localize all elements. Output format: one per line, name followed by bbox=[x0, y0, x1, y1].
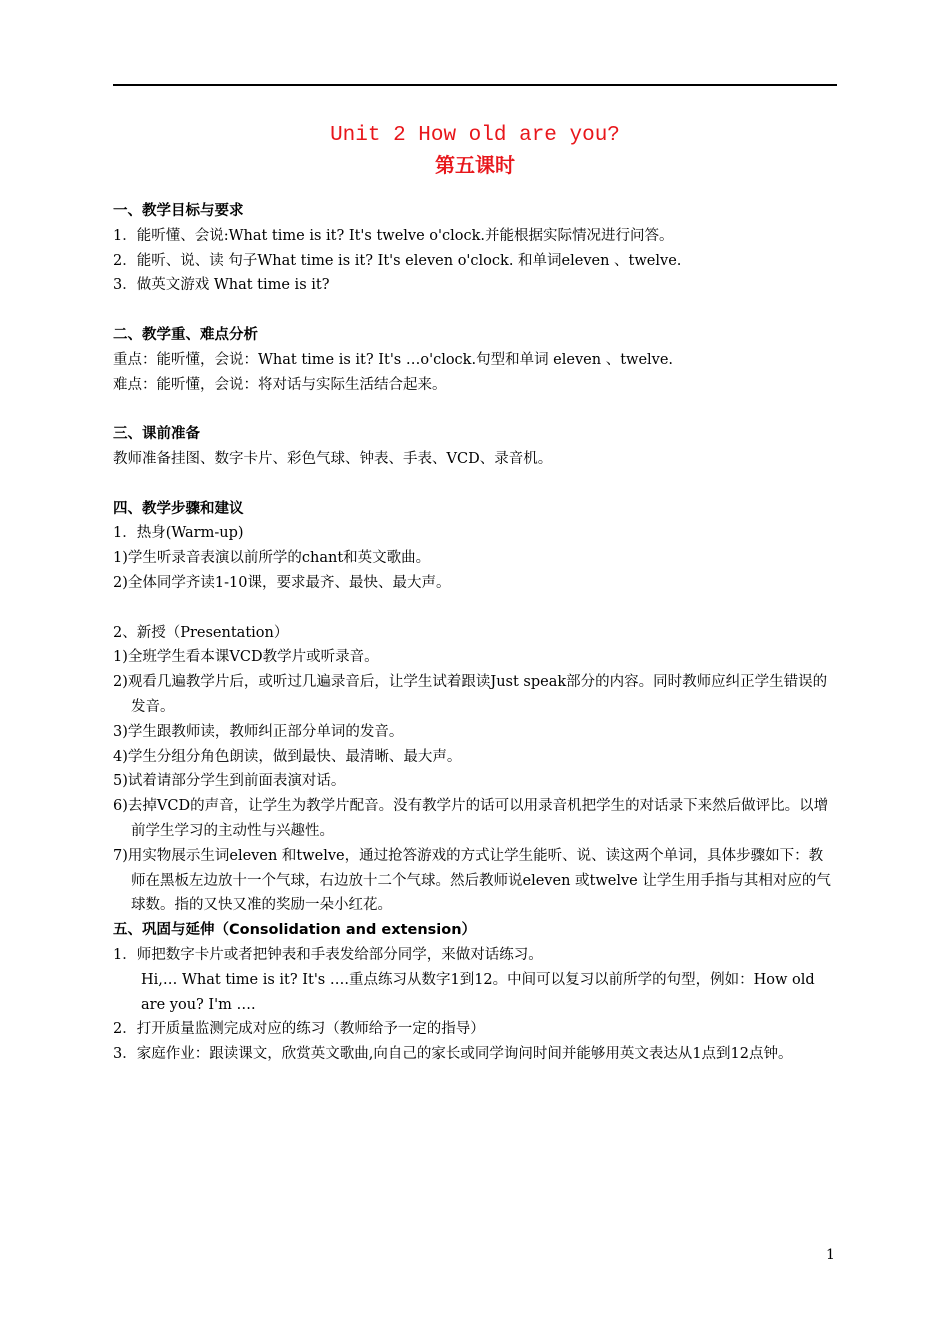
consolidation-item-3: 3．家庭作业：跟读课文，欣赏英文歌曲,向自己的家长或同学询问时间并能够用英文表达从1点到12点钟。 bbox=[113, 1046, 793, 1063]
presentation-label: 2、新授（Presentation） bbox=[113, 624, 289, 641]
document-subtitle: 第五课时 bbox=[435, 153, 515, 177]
page-number: 1 bbox=[826, 1247, 835, 1263]
section-heading-preparation: 三、课前准备 bbox=[113, 426, 200, 443]
consolidation-item-2: 2．打开质量监测完成对应的练习（教师给予一定的指导） bbox=[113, 1021, 485, 1038]
document-body bbox=[113, 199, 837, 1067]
goal-line-1: 1．能听懂、会说:What time is it? It's twelve o'clock.并能根据实际情况进行问答。 bbox=[113, 227, 674, 244]
goal-line-2: 2．能听、说、读 句子What time is it? It's eleven o'clock. 和单词eleven 、twelve. bbox=[113, 252, 682, 269]
consolidation-item-1: 1．师把数字卡片或者把钟表和手表发给部分同学，来做对话练习。 bbox=[113, 946, 543, 963]
presentation-item-2: 2)观看几遍教学片后，或听过几遍录音后，让学生试着跟读Just speak部分的内容。同时教师应纠正学生错误的发音。 bbox=[113, 674, 828, 715]
section-heading-keypoints: 二、教学重、难点分析 bbox=[113, 326, 258, 343]
consolidation-item-1-detail: Hi,… What time is it? It's ….重点练习从数字1到12。中间可以复习以前所学的句型，例如：How old are you? I'm …. bbox=[141, 971, 815, 1013]
keypoint-line-1: 重点：能听懂，会说：What time is it? It's …o'clock.句型和单词 eleven 、twelve. bbox=[113, 351, 674, 368]
presentation-item-3: 3)学生跟教师读，教师纠正部分单词的发音。 bbox=[113, 723, 404, 740]
header-rule bbox=[113, 84, 837, 86]
section-heading-steps: 四、教学步骤和建议 bbox=[113, 500, 244, 517]
warmup-item-2: 2)全体同学齐读1-10课，要求最齐、最快、最大声。 bbox=[113, 574, 451, 591]
presentation-item-5: 5)试着请部分学生到前面表演对话。 bbox=[113, 773, 346, 790]
goal-line-3: 3．做英文游戏 What time is it? bbox=[113, 277, 330, 294]
presentation-item-6: 6)去掉VCD的声音，让学生为教学片配音。没有教学片的话可以用录音机把学生的对话录下来然后做评比。以增前学生学习的主动性与兴趣性。 bbox=[113, 798, 829, 839]
preparation-line: 教师准备挂图、数字卡片、彩色气球、钟表、手表、VCD、录音机。 bbox=[113, 450, 553, 467]
document-title: Unit 2 How old are you? bbox=[330, 124, 620, 147]
section-heading-goals: 一、教学目标与要求 bbox=[113, 203, 244, 219]
presentation-item-4: 4)学生分组分角色朗读，做到最快、最清晰、最大声。 bbox=[113, 748, 462, 765]
warmup-item-1: 1)学生听录音表演以前所学的chant和英文歌曲。 bbox=[113, 550, 431, 567]
presentation-item-7: 7)用实物展示生词eleven 和twelve，通过抢答游戏的方式让学生能听、说、读这两个单词，具体步骤如下：教师在黑板左边放十一个气球，右边放十二个气球。然后教师说eleven 或twelve 让学生用手指与其相对应的气球数。指的又快又准的奖励一朵小红花。 bbox=[113, 847, 831, 914]
warmup-label: 1．热身(Warm-up) bbox=[113, 525, 244, 542]
keypoint-line-2: 难点：能听懂，会说：将对话与实际生活结合起来。 bbox=[113, 376, 447, 393]
presentation-item-1: 1)全班学生看本课VCD教学片或听录音。 bbox=[113, 649, 379, 666]
section-heading-consolidation: 五、巩固与延伸（Consolidation and extension） bbox=[113, 922, 477, 939]
